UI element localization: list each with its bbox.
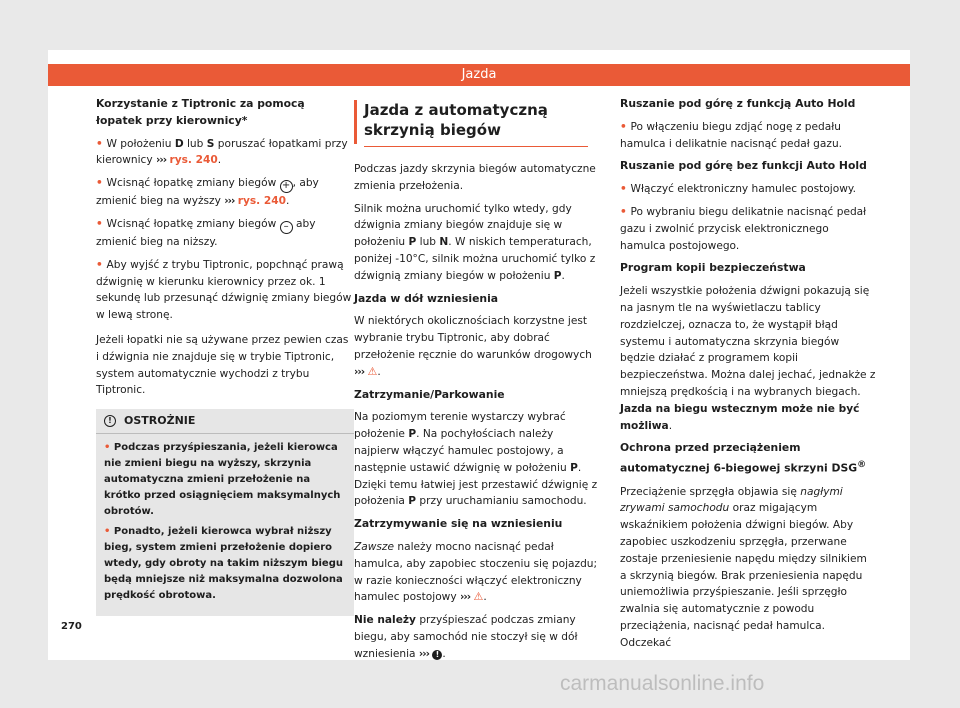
list-item: • Po wybraniu biegu delikatnie nacisnąć pedał gazu i zwolnić przycisk elektronicznego hamulca postojowego. [620,204,876,254]
automatic-gearbox-title: Jazda z automatyczną skrzynią biegów [364,100,588,147]
section-title: Jazda [461,67,497,82]
plus-paddle-icon: + [280,180,293,193]
paragraph: Nie należy przyśpieszać podczas zmiany biegu, aby samochód nie stoczył się w dół wzniesienia ››› ! . [354,614,578,660]
auto-hold-heading: Ruszanie pod górę z funkcją Auto Hold [620,97,856,110]
manual-page [48,50,910,660]
downhill-heading: Jazda w dół wzniesienia [354,291,499,305]
list-item: • Wcisnąć łopatkę zmiany biegów + , aby zmienić bieg na wyższy ››› rys. 240. [96,175,354,210]
paragraph: Jeżeli wszystkie położenia dźwigni pokazują się na jasnym tle na wyświetlaczu tablicy rozdzielczej, oznacza to, że wystąpił błąd systemu i automatyczna skrzynia biegów będzie działać z programem kopii bezpieczeństwa. Można dalej jechać, jednakże z mniejszą prędkością i na wybranych biegach. Jazda na biegu wstecznym może nie być możliwa. [620,285,876,432]
list-item: • Wcisnąć łopatkę zmiany biegów – aby zmienić bieg na niższy. [96,216,354,251]
paragraph: Silnik można uruchomić tylko wtedy, gdy dźwignia zmiany biegów znajduje się w położeniu P lub N. W niskich temperaturach, poniżej -10°C, silnik można uruchomić tylko z dźwignią zmiany biegów w położeniu P. [354,202,596,282]
list-item: • Po włączeniu biegu zdjąć nogę z pedału hamulca i delikatnie nacisnąć pedał gazu. [620,119,876,153]
no-auto-hold-heading: Ruszanie pod górę bez funkcji Auto Hold [620,159,867,173]
right-column [620,96,876,658]
warning-triangle-icon[interactable]: ⚠ [367,364,378,378]
minus-paddle-icon: – [280,221,293,234]
caution-icon: ! [104,415,116,427]
paragraph: W niektórych okolicznościach korzystne jest wybranie trybu Tiptronic, aby dobrać przełożenie ręcznie do warunków drogowych ››› ⚠. [354,315,592,378]
page-number: 270 [61,621,82,632]
paragraph: Podczas jazdy skrzynia biegów automatyczne zmienia przełożenia. [354,163,596,192]
caution-item: • Ponadto, jeżeli kierowca wybrał niższy bieg, system zmieni przełożenie dopiero wtedy, gdy obroty na takim niższym biegu będą mniejsze niż maksymalna dozwolona prędkość obrotowa. [104,524,346,604]
paragraph: Jeżeli łopatki nie są używane przez pewien czas i dźwignia nie znajduje się w trybie Tiptronic, system automatycznie wychodzi z trybu Tiptronic. [96,333,349,397]
tiptronic-heading: Korzystanie z Tiptronic za pomocą łopatek przy kierownicy* [96,97,305,127]
dsg-overload-heading: Ochrona przed przeciążeniem automatycznej 6-biegowej skrzyni DSG® [620,441,867,475]
list-item: • Aby wyjść z trybu Tiptronic, popchnąć prawą dźwignię w kierunku kierownicy przez ok. 1 sekundę lub przesunąć dźwignię zmiany biegów w lewą stronę. [96,257,354,324]
caution-title: OSTROŻNIE [124,414,196,428]
section-header-band [48,64,910,86]
list-item: • Włączyć elektroniczny hamulec postojowy. [620,181,876,198]
paragraph: Zawsze należy mocno nacisnąć pedał hamulca, aby zapobiec stoczeniu się pojazdu; w razie konieczności włączyć elektroniczny hamulec postojowy ››› ⚠. [354,540,598,604]
caution-box [96,409,354,616]
figure-ref-link[interactable]: rys. 240 [237,195,287,208]
section-heading-block [354,100,602,147]
caution-item: • Podczas przyśpieszania, jeżeli kierowca nie zmieni biegu na wyższy, skrzynia automatyczna zmieni przełożenie na krótko przed osiągnięciem maksymalnych obrotów. [104,440,346,520]
backup-program-heading: Program kopii bezpieczeństwa [620,261,806,275]
caution-header [96,409,354,434]
paragraph: Przeciążenie sprzęgła objawia się nagłymi zrywami samochodu oraz migającym wskaźnikiem położenia dźwigni biegów. Aby zapobiec uszkodzeniu sprzęgła, przerwane zostaje przeniesienie napędu między silnikiem a skrzynią biegów. Brak przeniesienia napędu uniemożliwia przyśpieszanie. Jeśli sprzęgło zwalnia się automatycznie z powodu przeciążenia, nacisnąć pedał hamulca. Odczekać [620,485,867,649]
figure-ref-link[interactable]: rys. 240 [169,154,218,167]
list-item: • W położeniu D lub S poruszać łopatkami przy kierownicy ››› rys. 240. [96,136,354,170]
parking-heading: Zatrzymanie/Parkowanie [354,387,505,401]
warning-triangle-icon[interactable]: ⚠ [473,590,484,604]
middle-column [354,96,602,660]
watermark: carmanualsonline.info [560,672,765,695]
left-column [96,96,354,616]
uphill-stop-heading: Zatrzymywanie się na wzniesieniu [354,517,563,531]
heading-accent-bar [354,100,357,144]
paragraph: Na poziomym terenie wystarczy wybrać położenie P. Na pochyłościach należy najpierw włączyć hamulec postojowy, a następnie ustawić dźwignię w położeniu P. Dzięki temu łatwiej jest przestawić dźwignię z położenia P przy uruchamianiu samochodu. [354,411,598,508]
info-icon[interactable]: ! [432,650,442,660]
